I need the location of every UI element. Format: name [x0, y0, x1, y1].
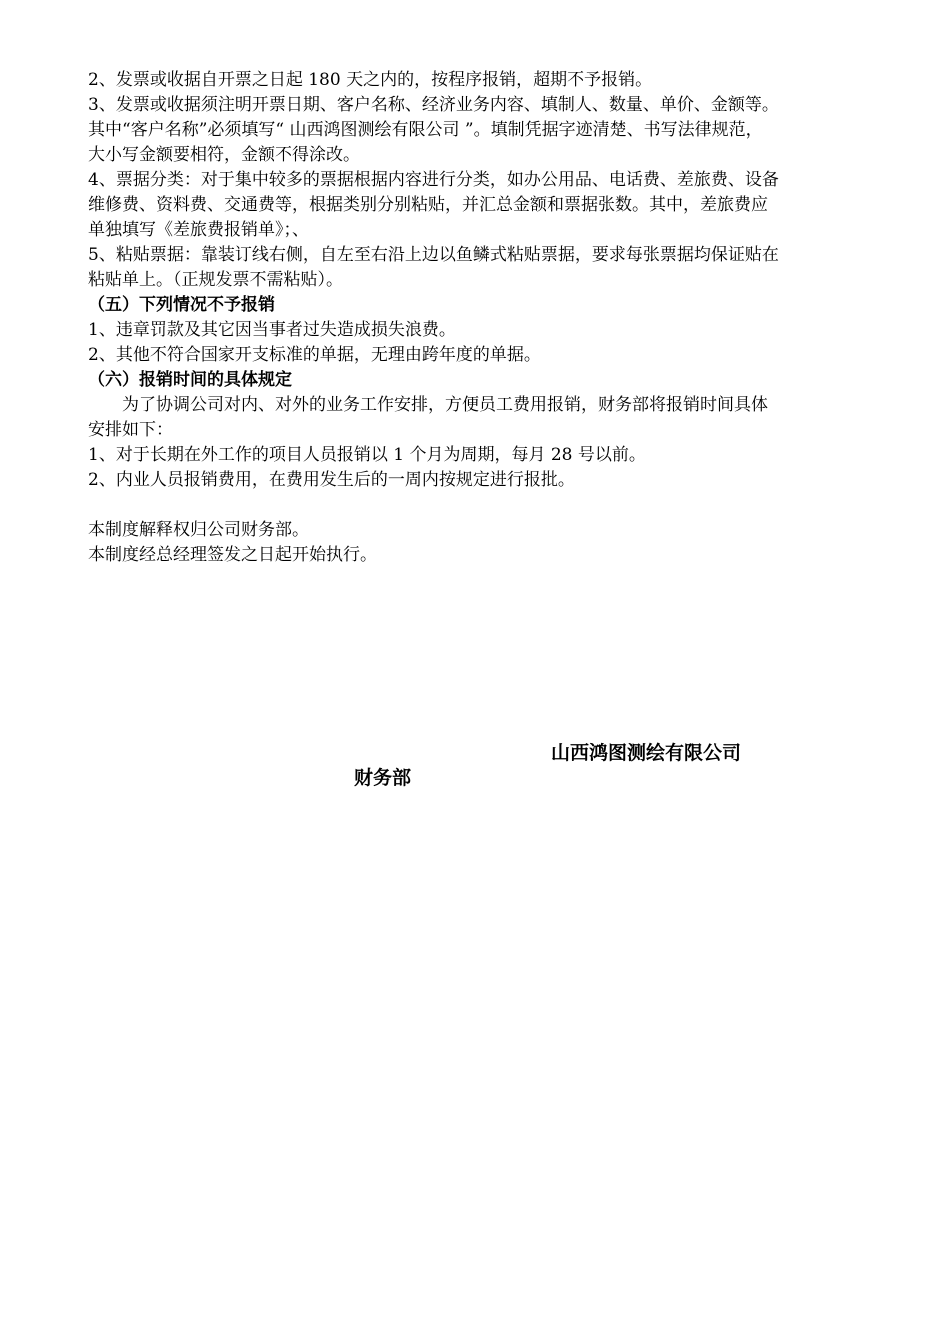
- paragraph-line: 粘贴单上。（正规发票不需粘贴）。: [88, 270, 343, 290]
- signature-department: 财务部: [354, 767, 412, 789]
- paragraph-line: 其中“客户名称”必须填写“ 山西鸿图测绘有限公司 ”。填制凭据字迹清楚、书写法律规范，: [88, 120, 763, 140]
- paragraph-line: 2、发票或收据自开票之日起 180 天之内的，按程序报销，超期不予报销。: [88, 70, 653, 90]
- paragraph-line: 大小写金额要相符，金额不得涂改。: [88, 145, 360, 165]
- list-item: 1、违章罚款及其它因当事者过失造成损失浪费。: [88, 320, 456, 340]
- list-item: 1、对于长期在外工作的项目人员报销以 1 个月为周期，每月 28 号以前。: [88, 445, 646, 465]
- paragraph-line: 安排如下：: [88, 420, 173, 440]
- paragraph-line: 3、发票或收据须注明开票日期、客户名称、经济业务内容、填制人、数量、单价、金额等。: [88, 95, 779, 115]
- signature-company: 山西鸿图测绘有限公司: [551, 742, 742, 764]
- closing-line: 本制度解释权归公司财务部。: [88, 520, 309, 540]
- list-item: 2、其他不符合国家开支标准的单据，无理由跨年度的单据。: [88, 345, 541, 365]
- closing-line: 本制度经总经理签发之日起开始执行。: [88, 545, 377, 565]
- list-item: 2、内业人员报销费用，在费用发生后的一周内按规定进行报批。: [88, 470, 575, 490]
- paragraph-line: 4、票据分类：对于集中较多的票据根据内容进行分类，如办公用品、电话费、差旅费、设备: [88, 170, 779, 190]
- paragraph-line: 为了协调公司对内、对外的业务工作安排，方便员工费用报销，财务部将报销时间具体: [122, 395, 768, 415]
- paragraph-line: 5、粘贴票据：靠装订线右侧，自左至右沿上边以鱼鳞式粘贴票据，要求每张票据均保证贴在: [88, 245, 779, 265]
- paragraph-line: 单独填写《差旅费报销单》；、: [88, 220, 309, 240]
- section-heading: （五）下列情况不予报销: [88, 295, 275, 315]
- paragraph-line: 维修费、资料费、交通费等，根据类别分别粘贴，并汇总金额和票据张数。其中，差旅费应: [88, 195, 768, 215]
- section-heading: （六）报销时间的具体规定: [88, 370, 292, 390]
